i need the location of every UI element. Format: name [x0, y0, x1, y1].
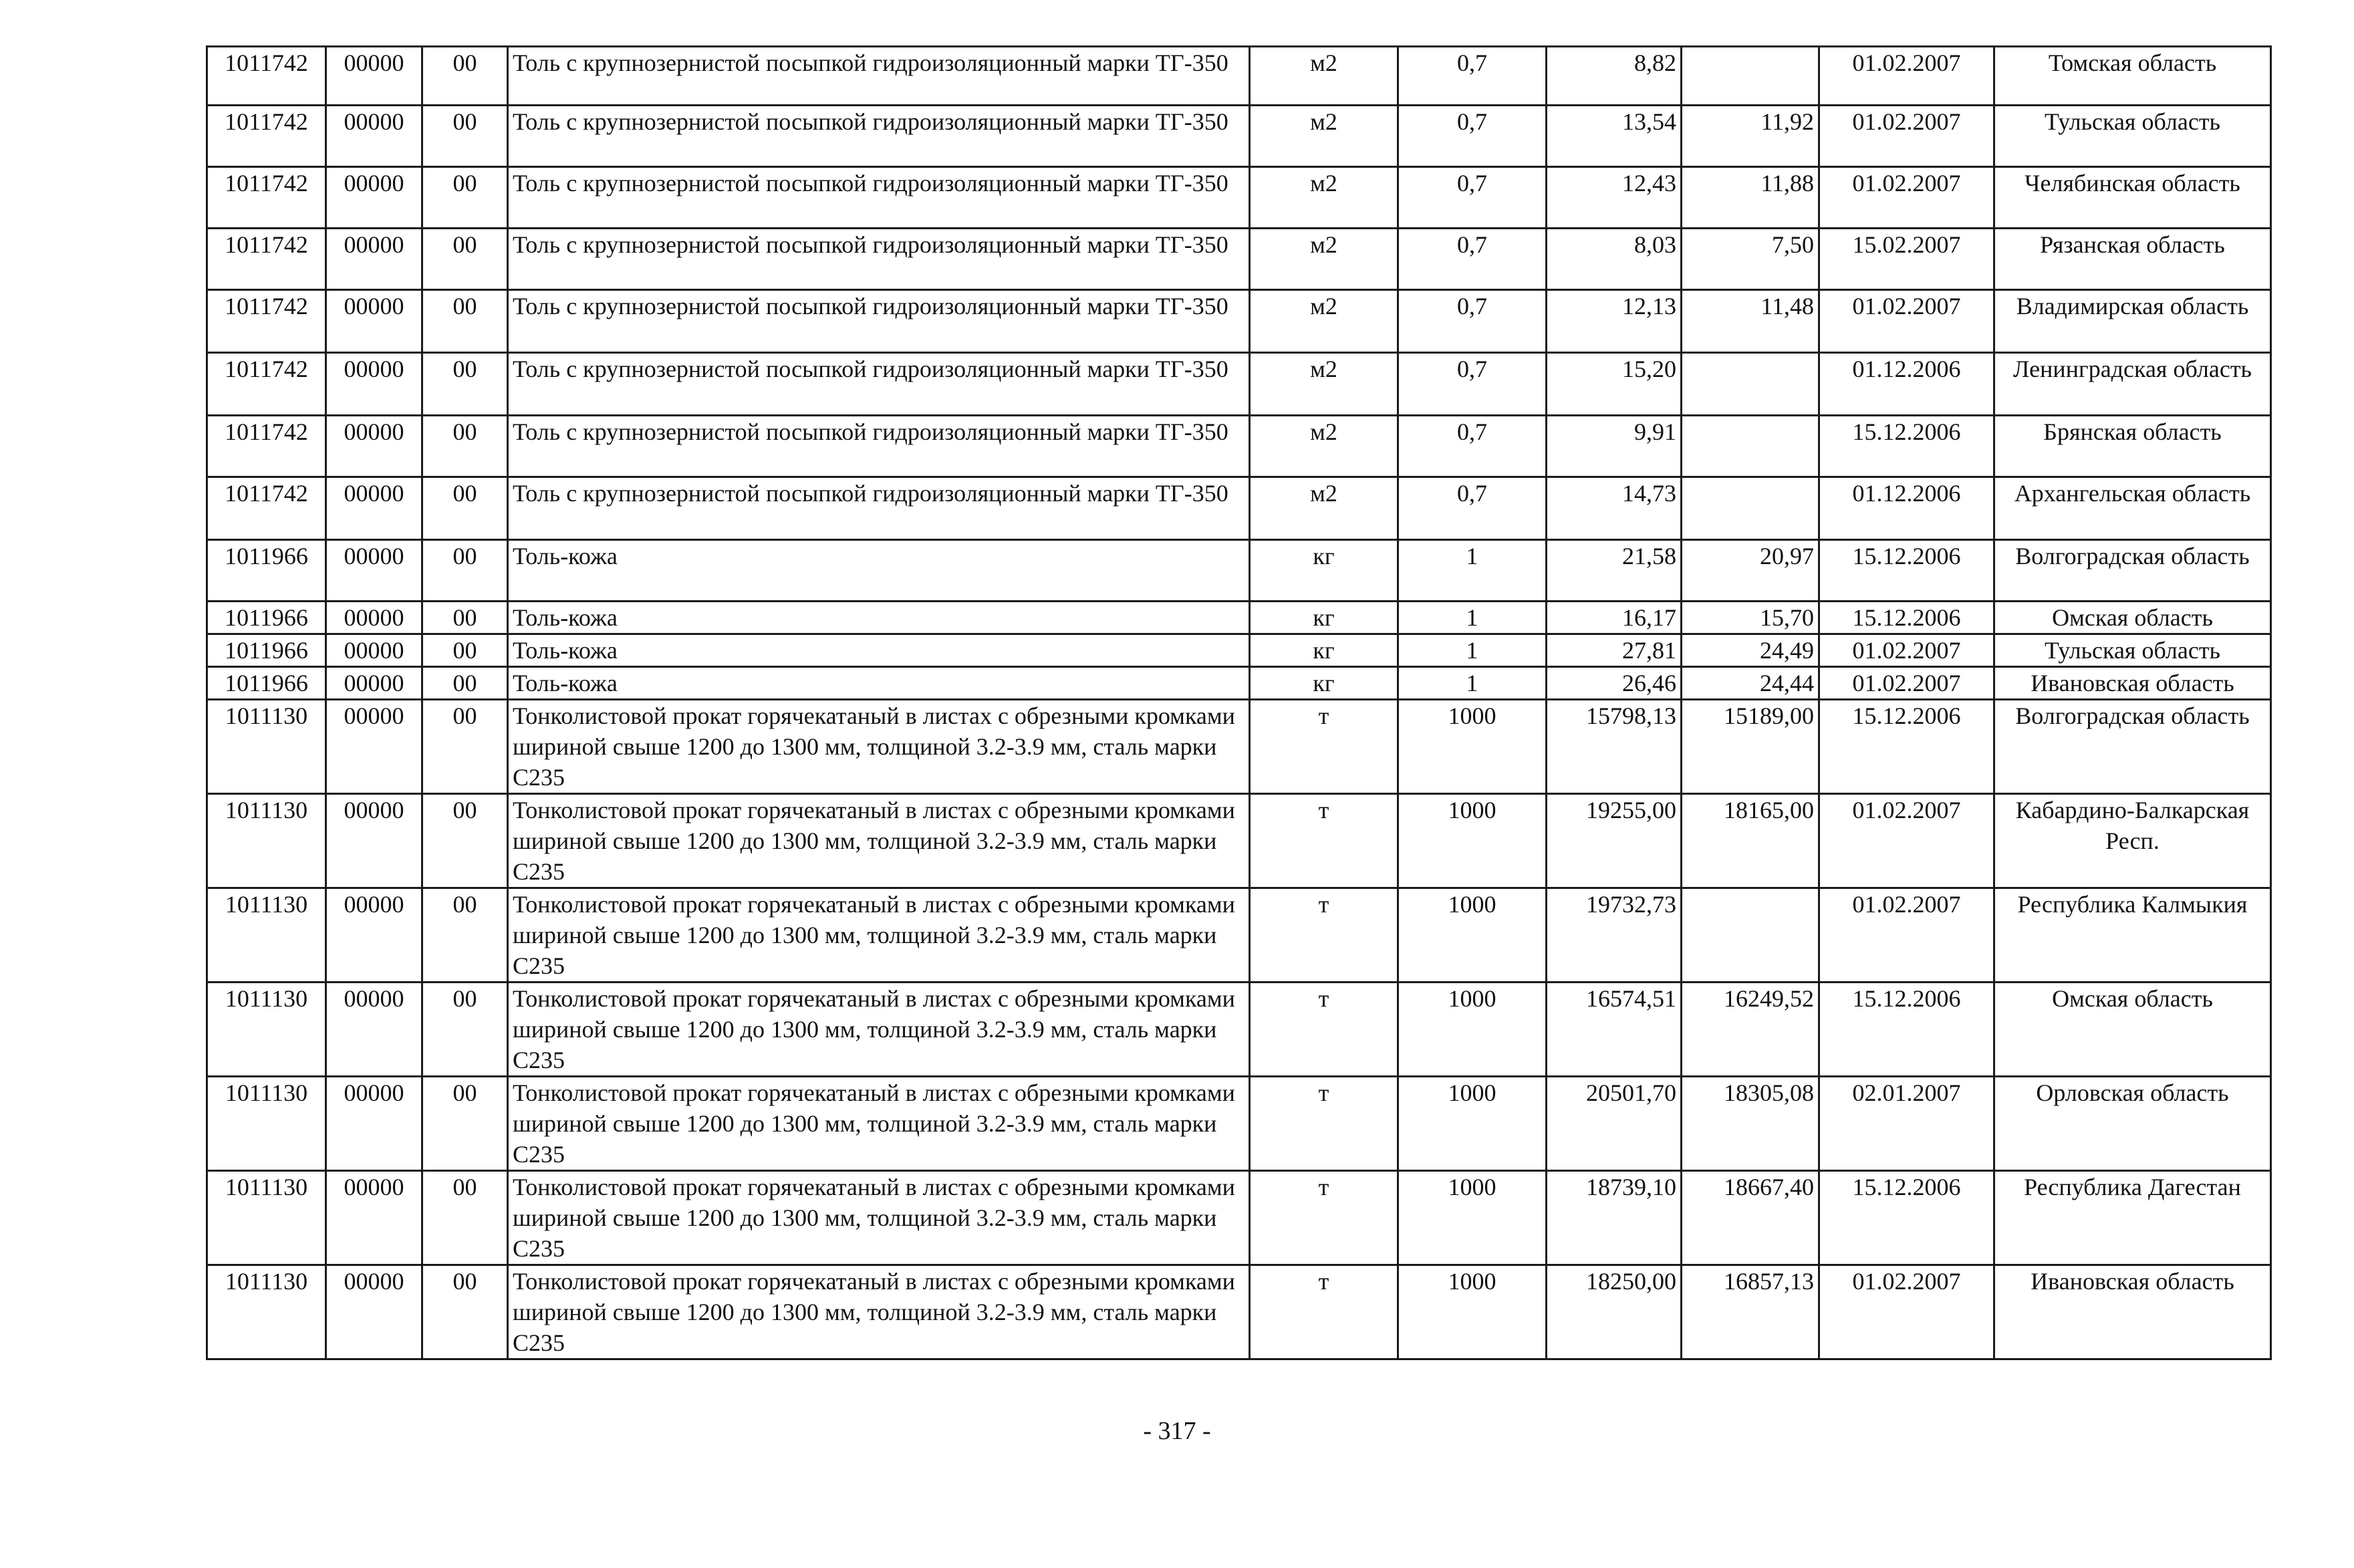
cell-variant: 00 — [422, 667, 508, 700]
cell-material-name: Толь с крупнозернистой посыпкой гидроизоляционный марки ТГ-350 — [508, 47, 1250, 106]
cell-factor: 0,7 — [1398, 353, 1547, 416]
cell-material-name: Толь с крупнозернистой посыпкой гидроизоляционный марки ТГ-350 — [508, 167, 1250, 229]
cell-variant: 00 — [422, 983, 508, 1077]
cell-region: Владимирская область — [1994, 290, 2271, 353]
cell-date: 01.02.2007 — [1819, 290, 1994, 353]
cell-factor: 0,7 — [1398, 47, 1547, 106]
cell-subcode: 00000 — [326, 794, 422, 888]
cell-price-without-vat: 16249,52 — [1682, 983, 1819, 1077]
cell-price-with-vat: 16574,51 — [1547, 983, 1682, 1077]
cell-region: Волгоградская область — [1994, 700, 2271, 794]
cell-code: 1011742 — [207, 229, 326, 290]
cell-unit: т — [1250, 1171, 1398, 1265]
cell-factor: 1 — [1398, 667, 1547, 700]
cell-code: 1011742 — [207, 353, 326, 416]
cell-factor: 1000 — [1398, 1171, 1547, 1265]
table-row — [207, 229, 2271, 290]
cell-factor: 1000 — [1398, 983, 1547, 1077]
cell-factor: 1000 — [1398, 700, 1547, 794]
cell-price-without-vat — [1682, 47, 1819, 106]
table-row — [207, 167, 2271, 229]
cell-unit: кг — [1250, 540, 1398, 602]
cell-code: 1011742 — [207, 47, 326, 106]
table-row — [207, 667, 2271, 700]
table-row — [207, 983, 2271, 1077]
cell-subcode: 00000 — [326, 1265, 422, 1359]
table-row — [207, 540, 2271, 602]
cell-variant: 00 — [422, 700, 508, 794]
table-row — [207, 634, 2271, 667]
cell-date: 15.12.2006 — [1819, 983, 1994, 1077]
cell-factor: 1 — [1398, 602, 1547, 634]
table-row — [207, 602, 2271, 634]
cell-material-name: Тонколистовой прокат горячекатаный в листах с обрезными кромками шириной свыше 1200 до 1300 мм, толщиной 3.2-3.9 мм, сталь марки С235 — [508, 794, 1250, 888]
cell-material-name: Толь-кожа — [508, 667, 1250, 700]
cell-code: 1011130 — [207, 983, 326, 1077]
cell-code: 1011130 — [207, 794, 326, 888]
cell-region: Ивановская область — [1994, 667, 2271, 700]
cell-date: 01.02.2007 — [1819, 888, 1994, 983]
price-table-container — [206, 45, 2270, 1360]
cell-price-with-vat: 18739,10 — [1547, 1171, 1682, 1265]
cell-unit: м2 — [1250, 353, 1398, 416]
cell-material-name: Толь с крупнозернистой посыпкой гидроизоляционный марки ТГ-350 — [508, 106, 1250, 167]
cell-unit: м2 — [1250, 106, 1398, 167]
page-number: - 317 - — [1143, 1417, 1211, 1445]
cell-code: 1011130 — [207, 888, 326, 983]
cell-date: 01.02.2007 — [1819, 106, 1994, 167]
cell-price-without-vat: 18305,08 — [1682, 1077, 1819, 1171]
cell-unit: м2 — [1250, 416, 1398, 477]
cell-unit: м2 — [1250, 290, 1398, 353]
table-row — [207, 1265, 2271, 1359]
cell-price-with-vat: 8,03 — [1547, 229, 1682, 290]
cell-subcode: 00000 — [326, 667, 422, 700]
cell-date: 01.02.2007 — [1819, 794, 1994, 888]
cell-price-with-vat: 19255,00 — [1547, 794, 1682, 888]
cell-price-without-vat — [1682, 353, 1819, 416]
cell-unit: т — [1250, 794, 1398, 888]
cell-factor: 1 — [1398, 540, 1547, 602]
cell-region: Челябинская область — [1994, 167, 2271, 229]
table-row — [207, 106, 2271, 167]
table-row — [207, 700, 2271, 794]
cell-date: 15.12.2006 — [1819, 602, 1994, 634]
cell-factor: 1000 — [1398, 888, 1547, 983]
cell-region: Тульская область — [1994, 634, 2271, 667]
cell-price-without-vat — [1682, 888, 1819, 983]
table-row — [207, 1077, 2271, 1171]
cell-variant: 00 — [422, 540, 508, 602]
cell-code: 1011742 — [207, 290, 326, 353]
cell-factor: 0,7 — [1398, 167, 1547, 229]
cell-price-without-vat: 24,49 — [1682, 634, 1819, 667]
cell-code: 1011742 — [207, 167, 326, 229]
table-row — [207, 47, 2271, 106]
cell-price-without-vat — [1682, 416, 1819, 477]
cell-material-name: Толь с крупнозернистой посыпкой гидроизоляционный марки ТГ-350 — [508, 290, 1250, 353]
cell-price-with-vat: 8,82 — [1547, 47, 1682, 106]
cell-price-without-vat: 18667,40 — [1682, 1171, 1819, 1265]
price-table-body — [207, 47, 2271, 1359]
cell-variant: 00 — [422, 416, 508, 477]
cell-region: Волгоградская область — [1994, 540, 2271, 602]
cell-price-without-vat: 20,97 — [1682, 540, 1819, 602]
cell-price-without-vat: 18165,00 — [1682, 794, 1819, 888]
cell-date: 01.12.2006 — [1819, 353, 1994, 416]
cell-factor: 1000 — [1398, 1077, 1547, 1171]
cell-price-with-vat: 19732,73 — [1547, 888, 1682, 983]
cell-code: 1011966 — [207, 602, 326, 634]
cell-price-without-vat: 24,44 — [1682, 667, 1819, 700]
cell-material-name: Толь-кожа — [508, 602, 1250, 634]
cell-unit: кг — [1250, 667, 1398, 700]
cell-code: 1011966 — [207, 634, 326, 667]
table-row — [207, 416, 2271, 477]
cell-date: 15.12.2006 — [1819, 700, 1994, 794]
cell-variant: 00 — [422, 167, 508, 229]
cell-subcode: 00000 — [326, 634, 422, 667]
cell-material-name: Толь с крупнозернистой посыпкой гидроизоляционный марки ТГ-350 — [508, 229, 1250, 290]
cell-price-with-vat: 16,17 — [1547, 602, 1682, 634]
cell-date: 15.02.2007 — [1819, 229, 1994, 290]
cell-unit: кг — [1250, 602, 1398, 634]
cell-subcode: 00000 — [326, 290, 422, 353]
cell-price-with-vat: 15798,13 — [1547, 700, 1682, 794]
cell-code: 1011742 — [207, 106, 326, 167]
cell-unit: кг — [1250, 634, 1398, 667]
cell-date: 01.02.2007 — [1819, 167, 1994, 229]
cell-material-name: Тонколистовой прокат горячекатаный в листах с обрезными кромками шириной свыше 1200 до 1300 мм, толщиной 3.2-3.9 мм, сталь марки С235 — [508, 1265, 1250, 1359]
cell-material-name: Тонколистовой прокат горячекатаный в листах с обрезными кромками шириной свыше 1200 до 1300 мм, толщиной 3.2-3.9 мм, сталь марки С235 — [508, 1171, 1250, 1265]
cell-price-with-vat: 12,13 — [1547, 290, 1682, 353]
cell-subcode: 00000 — [326, 416, 422, 477]
cell-variant: 00 — [422, 1171, 508, 1265]
cell-price-without-vat: 15,70 — [1682, 602, 1819, 634]
cell-variant: 00 — [422, 1265, 508, 1359]
cell-code: 1011130 — [207, 1171, 326, 1265]
cell-subcode: 00000 — [326, 47, 422, 106]
cell-code: 1011130 — [207, 1265, 326, 1359]
cell-code: 1011742 — [207, 477, 326, 540]
cell-region: Тульская область — [1994, 106, 2271, 167]
cell-factor: 0,7 — [1398, 416, 1547, 477]
cell-price-without-vat: 7,50 — [1682, 229, 1819, 290]
cell-region: Ленинградская область — [1994, 353, 2271, 416]
cell-variant: 00 — [422, 634, 508, 667]
cell-variant: 00 — [422, 47, 508, 106]
cell-unit: т — [1250, 888, 1398, 983]
cell-material-name: Толь с крупнозернистой посыпкой гидроизоляционный марки ТГ-350 — [508, 353, 1250, 416]
cell-region: Брянская область — [1994, 416, 2271, 477]
cell-material-name: Тонколистовой прокат горячекатаный в листах с обрезными кромками шириной свыше 1200 до 1300 мм, толщиной 3.2-3.9 мм, сталь марки С235 — [508, 888, 1250, 983]
cell-variant: 00 — [422, 290, 508, 353]
cell-subcode: 00000 — [326, 106, 422, 167]
cell-material-name: Толь-кожа — [508, 540, 1250, 602]
table-row — [207, 888, 2271, 983]
cell-date: 01.02.2007 — [1819, 1265, 1994, 1359]
cell-factor: 0,7 — [1398, 477, 1547, 540]
cell-price-with-vat: 27,81 — [1547, 634, 1682, 667]
cell-variant: 00 — [422, 229, 508, 290]
cell-subcode: 00000 — [326, 983, 422, 1077]
cell-price-with-vat: 12,43 — [1547, 167, 1682, 229]
cell-date: 15.12.2006 — [1819, 1171, 1994, 1265]
cell-price-without-vat: 11,88 — [1682, 167, 1819, 229]
cell-price-with-vat: 26,46 — [1547, 667, 1682, 700]
cell-code: 1011130 — [207, 1077, 326, 1171]
cell-date: 15.12.2006 — [1819, 416, 1994, 477]
cell-date: 01.02.2007 — [1819, 667, 1994, 700]
cell-region: Омская область — [1994, 983, 2271, 1077]
cell-price-with-vat: 21,58 — [1547, 540, 1682, 602]
cell-date: 02.01.2007 — [1819, 1077, 1994, 1171]
cell-subcode: 00000 — [326, 1077, 422, 1171]
cell-unit: т — [1250, 1077, 1398, 1171]
cell-subcode: 00000 — [326, 888, 422, 983]
cell-factor: 0,7 — [1398, 290, 1547, 353]
cell-code: 1011742 — [207, 416, 326, 477]
cell-factor: 1000 — [1398, 1265, 1547, 1359]
cell-material-name: Толь-кожа — [508, 634, 1250, 667]
cell-price-with-vat: 14,73 — [1547, 477, 1682, 540]
cell-price-without-vat: 11,48 — [1682, 290, 1819, 353]
cell-subcode: 00000 — [326, 602, 422, 634]
cell-variant: 00 — [422, 353, 508, 416]
cell-code: 1011966 — [207, 540, 326, 602]
cell-subcode: 00000 — [326, 353, 422, 416]
cell-unit: м2 — [1250, 47, 1398, 106]
cell-factor: 0,7 — [1398, 106, 1547, 167]
cell-region: Томская область — [1994, 47, 2271, 106]
cell-region: Омская область — [1994, 602, 2271, 634]
cell-variant: 00 — [422, 477, 508, 540]
cell-material-name: Толь с крупнозернистой посыпкой гидроизоляционный марки ТГ-350 — [508, 477, 1250, 540]
cell-date: 15.12.2006 — [1819, 540, 1994, 602]
cell-unit: т — [1250, 700, 1398, 794]
cell-unit: м2 — [1250, 167, 1398, 229]
cell-subcode: 00000 — [326, 167, 422, 229]
cell-price-with-vat: 18250,00 — [1547, 1265, 1682, 1359]
cell-region: Орловская область — [1994, 1077, 2271, 1171]
cell-price-with-vat: 20501,70 — [1547, 1077, 1682, 1171]
cell-region: Архангельская область — [1994, 477, 2271, 540]
table-row — [207, 477, 2271, 540]
cell-subcode: 00000 — [326, 1171, 422, 1265]
cell-variant: 00 — [422, 106, 508, 167]
cell-subcode: 00000 — [326, 540, 422, 602]
cell-code: 1011966 — [207, 667, 326, 700]
cell-variant: 00 — [422, 888, 508, 983]
cell-material-name: Тонколистовой прокат горячекатаный в листах с обрезными кромками шириной свыше 1200 до 1300 мм, толщиной 3.2-3.9 мм, сталь марки С235 — [508, 700, 1250, 794]
cell-price-without-vat: 15189,00 — [1682, 700, 1819, 794]
cell-price-with-vat: 15,20 — [1547, 353, 1682, 416]
cell-date: 01.02.2007 — [1819, 634, 1994, 667]
cell-unit: м2 — [1250, 229, 1398, 290]
cell-variant: 00 — [422, 1077, 508, 1171]
table-row — [207, 1171, 2271, 1265]
cell-price-with-vat: 13,54 — [1547, 106, 1682, 167]
cell-unit: м2 — [1250, 477, 1398, 540]
cell-price-without-vat: 16857,13 — [1682, 1265, 1819, 1359]
table-row — [207, 353, 2271, 416]
table-row — [207, 794, 2271, 888]
cell-subcode: 00000 — [326, 477, 422, 540]
cell-price-with-vat: 9,91 — [1547, 416, 1682, 477]
cell-code: 1011130 — [207, 700, 326, 794]
cell-factor: 0,7 — [1398, 229, 1547, 290]
cell-region: Кабардино-Балкарская Респ. — [1994, 794, 2271, 888]
cell-factor: 1000 — [1398, 794, 1547, 888]
cell-subcode: 00000 — [326, 229, 422, 290]
cell-factor: 1 — [1398, 634, 1547, 667]
cell-variant: 00 — [422, 794, 508, 888]
price-table — [206, 45, 2272, 1360]
cell-date: 01.02.2007 — [1819, 47, 1994, 106]
cell-subcode: 00000 — [326, 700, 422, 794]
cell-price-without-vat — [1682, 477, 1819, 540]
cell-date: 01.12.2006 — [1819, 477, 1994, 540]
cell-unit: т — [1250, 1265, 1398, 1359]
cell-variant: 00 — [422, 602, 508, 634]
cell-region: Рязанская область — [1994, 229, 2271, 290]
cell-region: Ивановская область — [1994, 1265, 2271, 1359]
cell-price-without-vat: 11,92 — [1682, 106, 1819, 167]
cell-region: Республика Дагестан — [1994, 1171, 2271, 1265]
cell-unit: т — [1250, 983, 1398, 1077]
table-row — [207, 290, 2271, 353]
cell-material-name: Толь с крупнозернистой посыпкой гидроизоляционный марки ТГ-350 — [508, 416, 1250, 477]
cell-material-name: Тонколистовой прокат горячекатаный в листах с обрезными кромками шириной свыше 1200 до 1300 мм, толщиной 3.2-3.9 мм, сталь марки С235 — [508, 1077, 1250, 1171]
cell-material-name: Тонколистовой прокат горячекатаный в листах с обрезными кромками шириной свыше 1200 до 1300 мм, толщиной 3.2-3.9 мм, сталь марки С235 — [508, 983, 1250, 1077]
cell-region: Республика Калмыкия — [1994, 888, 2271, 983]
